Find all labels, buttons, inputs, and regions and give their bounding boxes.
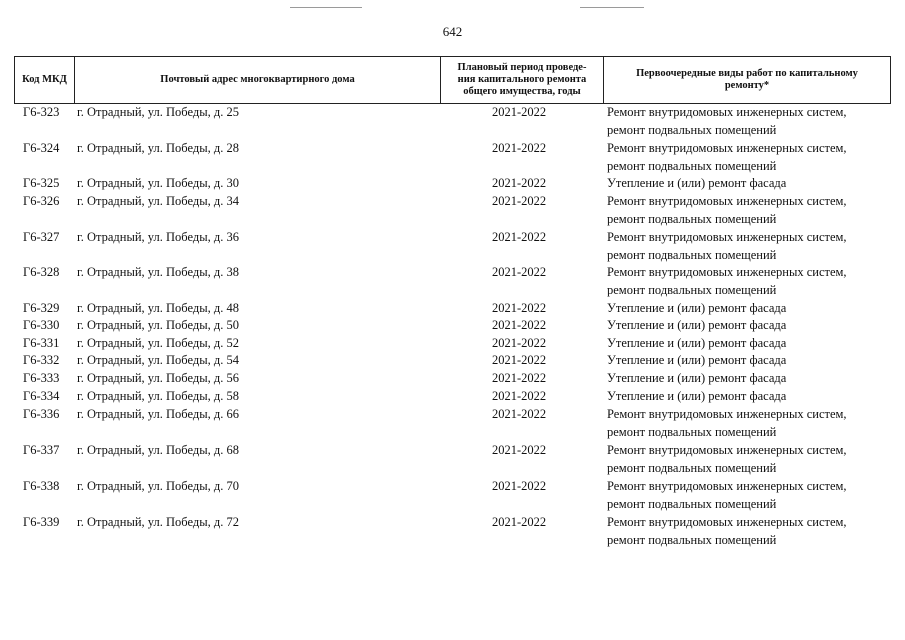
row-address: г. Отрадный, ул. Победы, д. 72 — [77, 515, 239, 529]
row-works — [607, 104, 847, 139]
row-works — [607, 370, 786, 388]
row-works — [607, 264, 847, 299]
row-period: 2021-2022 — [492, 105, 547, 119]
row-address: г. Отрадный, ул. Победы, д. 34 — [77, 194, 239, 208]
row-works-line: Ремонт внутридомовых инженерных систем, — [607, 515, 847, 529]
row-address: г. Отрадный, ул. Победы, д. 52 — [77, 336, 239, 350]
row-period: 2021-2022 — [492, 353, 547, 367]
row-works-line: Утепление и (или) ремонт фасада — [607, 318, 787, 332]
row-address: г. Отрадный, ул. Победы, д. 70 — [77, 479, 239, 493]
row-period: 2021-2022 — [492, 336, 547, 350]
row-address: г. Отрадный, ул. Победы, д. 68 — [77, 443, 239, 457]
row-works-line: Ремонт внутридомовых инженерных систем, — [607, 230, 847, 244]
row-works-line: ремонт подвальных помещений — [607, 282, 777, 297]
row-works — [607, 300, 786, 318]
row-period: 2021-2022 — [492, 318, 547, 332]
row-period: 2021-2022 — [492, 371, 547, 385]
row-works — [607, 406, 847, 441]
header-divider-4 — [890, 56, 891, 104]
row-works-line: Утепление и (или) ремонт фасада — [607, 336, 787, 350]
row-period: 2021-2022 — [492, 443, 547, 457]
row-period: 2021-2022 — [492, 479, 547, 493]
row-works-line: Ремонт внутридомовых инженерных систем, — [607, 265, 847, 279]
header-works-line-1: Первоочередные виды работ по капитальному — [636, 68, 858, 79]
row-code: Г6-339 — [23, 515, 60, 529]
row-works-line: Ремонт внутридомовых инженерных систем, — [607, 479, 847, 493]
row-period: 2021-2022 — [492, 301, 547, 315]
row-works — [607, 140, 847, 175]
row-works-line: ремонт подвальных помещений — [607, 122, 777, 137]
row-works — [607, 175, 786, 193]
row-address: г. Отрадный, ул. Победы, д. 58 — [77, 389, 239, 403]
header-period-line-1: Плановый период проведе- — [457, 62, 587, 73]
row-works-line: Утепление и (или) ремонт фасада — [607, 353, 787, 367]
row-period: 2021-2022 — [492, 515, 547, 529]
row-period: 2021-2022 — [492, 176, 547, 190]
row-works-line: Ремонт внутридомовых инженерных систем, — [607, 105, 847, 119]
row-works-line: ремонт подвальных помещений — [607, 211, 777, 226]
row-address: г. Отрадный, ул. Победы, д. 54 — [77, 353, 239, 367]
row-works-line: Ремонт внутридомовых инженерных систем, — [607, 407, 847, 421]
row-works — [607, 193, 847, 228]
row-works-line: Ремонт внутридомовых инженерных систем, — [607, 141, 847, 155]
row-code: Г6-331 — [23, 336, 60, 350]
row-code: Г6-325 — [23, 176, 60, 190]
row-works-line: ремонт подвальных помещений — [607, 247, 777, 262]
scan-mark-left — [290, 7, 362, 8]
row-works-line: Ремонт внутридомовых инженерных систем, — [607, 443, 847, 457]
row-works-line: ремонт подвальных помещений — [607, 496, 777, 511]
row-address: г. Отрадный, ул. Победы, д. 66 — [77, 407, 239, 421]
row-works-line: ремонт подвальных помещений — [607, 460, 777, 475]
row-code: Г6-329 — [23, 301, 60, 315]
row-code: Г6-323 — [23, 105, 60, 119]
row-period: 2021-2022 — [492, 230, 547, 244]
row-works — [607, 317, 786, 335]
row-period: 2021-2022 — [492, 194, 547, 208]
row-works — [607, 442, 847, 477]
row-code: Г6-333 — [23, 371, 60, 385]
row-works-line: Ремонт внутридомовых инженерных систем, — [607, 194, 847, 208]
row-code: Г6-327 — [23, 230, 60, 244]
header-period-line-3: общего имущества, годы — [463, 86, 581, 97]
row-works-line: ремонт подвальных помещений — [607, 532, 777, 547]
header-works-line-2: ремонту* — [724, 80, 770, 91]
row-works — [607, 514, 847, 549]
row-code: Г6-338 — [23, 479, 60, 493]
row-works-line: Утепление и (или) ремонт фасада — [607, 389, 787, 403]
row-works-line: ремонт подвальных помещений — [607, 424, 777, 439]
row-code: Г6-336 — [23, 407, 60, 421]
row-address: г. Отрадный, ул. Победы, д. 30 — [77, 176, 239, 190]
row-period: 2021-2022 — [492, 389, 547, 403]
row-address: г. Отрадный, ул. Победы, д. 48 — [77, 301, 239, 315]
row-works — [607, 335, 786, 353]
header-address: Почтовый адрес многоквартирного дома — [160, 74, 355, 85]
row-address: г. Отрадный, ул. Победы, д. 38 — [77, 265, 239, 279]
row-works — [607, 478, 847, 513]
row-code: Г6-337 — [23, 443, 60, 457]
row-code: Г6-332 — [23, 353, 60, 367]
row-works — [607, 352, 786, 370]
row-address: г. Отрадный, ул. Победы, д. 36 — [77, 230, 239, 244]
header-works — [604, 57, 890, 103]
row-period: 2021-2022 — [492, 141, 547, 155]
row-works-line: Утепление и (или) ремонт фасада — [607, 301, 787, 315]
row-works-line: Утепление и (или) ремонт фасада — [607, 371, 787, 385]
row-works — [607, 388, 786, 406]
row-code: Г6-324 — [23, 141, 60, 155]
row-code: Г6-328 — [23, 265, 60, 279]
row-code: Г6-334 — [23, 389, 60, 403]
row-address: г. Отрадный, ул. Победы, д. 28 — [77, 141, 239, 155]
scan-mark-right — [580, 7, 644, 8]
row-period: 2021-2022 — [492, 265, 547, 279]
header-period — [441, 57, 603, 103]
row-address: г. Отрадный, ул. Победы, д. 50 — [77, 318, 239, 332]
row-period: 2021-2022 — [492, 407, 547, 421]
row-works-line: ремонт подвальных помещений — [607, 158, 777, 173]
page-number: 642 — [442, 24, 463, 39]
row-code: Г6-326 — [23, 194, 60, 208]
row-works-line: Утепление и (или) ремонт фасада — [607, 176, 787, 190]
row-code: Г6-330 — [23, 318, 60, 332]
row-address: г. Отрадный, ул. Победы, д. 25 — [77, 105, 239, 119]
header-code: Код МКД — [22, 74, 67, 85]
row-works — [607, 229, 847, 264]
row-address: г. Отрадный, ул. Победы, д. 56 — [77, 371, 239, 385]
header-period-line-2: ния капитального ремонта — [457, 74, 587, 85]
